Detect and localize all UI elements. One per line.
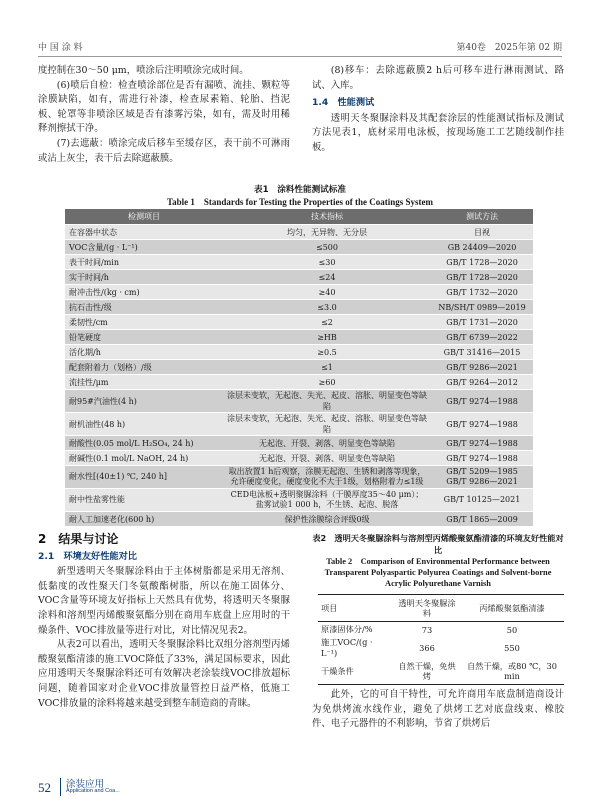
table-row [65,225,533,240]
method-cell: GB/T 31416—2015 [431,345,533,360]
page-number: 52 [38,780,51,795]
table-row [65,451,533,466]
spec-cell: ≤24 [223,270,431,285]
item-cell: 流挂性/μm [65,375,223,390]
method-cell: GB/T 10125—2021 [431,489,533,512]
spec-cell: 无起泡、开裂、剥落、明显变色等缺陷 [223,451,431,466]
method-cell: GB/T 1865—2009 [431,512,533,527]
item-cell: 耐水性[(40±1) ℃, 240 h] [65,466,223,489]
table-row [318,637,564,658]
spec-cell: 均匀，无异物、无分层 [223,225,431,240]
spec-cell: ≥60 [223,375,431,390]
item-cell: 干燥条件 [318,658,394,685]
table-row [65,436,533,451]
section-heading: 2 结果与讨论 [38,532,119,546]
item-cell: 耐冲击性/(kg · cm) [65,285,223,300]
table-row [65,255,533,270]
table-row [65,345,533,360]
table1 [65,209,533,527]
item-cell: 抗石击性/级 [65,300,223,315]
section-heading: 1.4 性能测试 [312,97,375,109]
polyurea-cell: 73 [421,624,433,635]
spec-cell: 保护性涂膜综合评级0级 [223,512,431,527]
table-header: 透明天冬聚脲涂料 [394,595,460,622]
spec-cell: ≤500 [223,240,431,255]
table1-caption [0,183,600,208]
table-row [65,285,533,300]
table-header: 项目 [318,595,394,622]
footer-journal: 涂装应用 [66,779,105,790]
table2 [318,594,564,685]
method-cell: GB/T 6739—2022 [431,330,533,345]
method-cell: GB/T 1732—2020 [431,285,533,300]
table-row [65,270,533,285]
method-cell: GB/T 9274—1988 [431,451,533,466]
paragraph: 从表2可以看出，透明天冬聚脲涂料比双组分溶剂型丙烯酸聚氨酯清漆的施工VOC降低了33%，满足国标要求，因此应用透明天冬聚脲涂料还可有效解决老涂装线VOC排放超标问题，随着国家对企业VOC排放量管控日益严格，低施工VOC排放量的涂料将越来越受到整车制造商的青睐。 [38,639,290,709]
spec-cell: ≤30 [223,255,431,270]
method-cell: NB/SH/T 0989—2019 [431,300,533,315]
item-cell: 耐酸性(0.05 mol/L H₂SO₄, 24 h) [65,436,223,451]
varnish-cell: 自然干燥，或80 ℃，30 min [460,658,564,685]
method-cell: GB/T 1731—2020 [431,315,533,330]
table2-caption-zh: 表2 透明天冬聚脲涂料与溶剂型丙烯酸聚氨酯清漆的环境友好性能对比 [312,533,564,555]
table-row [65,240,533,255]
table-row [318,658,564,685]
spec-cell: 涂层未变软，无起泡、失光、起皮、溶胀、明显变色等缺陷 [223,390,431,413]
table-row [65,360,533,375]
table-header: 测试方法 [431,209,533,225]
item-cell: 原漆固体分/% [321,624,373,634]
table-row [318,622,564,638]
method-cell: GB/T 9274—1988 [431,413,533,436]
spec-cell: 无起泡、开裂、剥落、明显变色等缺陷 [223,436,431,451]
item-cell: 耐机油性(48 h) [65,413,223,436]
footer-divider [60,778,61,796]
table-row [65,330,533,345]
spec-cell: 取出放置1 h后观察，涂膜无起泡、生锈和剥落等现象，允许硬度变化，硬度变化不大于1级，划格附着力≤1级 [223,466,431,489]
table-header: 检测项目 [65,209,223,225]
item-cell: 施工VOC/(g · L⁻¹) [321,637,373,658]
table-row [65,300,533,315]
footer-journal-en: Application and Coa... [66,788,120,794]
item-cell: VOC含量/(g · L⁻¹) [65,240,223,255]
right-top-text [312,64,564,156]
method-cell: GB/T 9274—1988 [431,390,533,413]
item-cell: 活化期/h [65,345,223,360]
spec-cell: 涂层未变软，无起泡、失光、起皮、溶胀、明显变色等缺陷 [223,413,431,436]
spec-cell: ≤1 [223,360,431,375]
table-header: 技术指标 [223,209,431,225]
varnish-cell: 50 [506,624,518,635]
item-cell: 表干时间/min [65,255,223,270]
paragraph: 新型透明天冬聚脲涂料由于主体树脂都是采用无溶剂、低黏度的改性聚天门冬氨酸酯树脂，所以在施工固体分、VOC含量等环境友好指标上天然具有优势，将透明天冬聚脲涂料和溶剂型丙烯酸聚氨酯分别在商用车底盘上应用时的干燥条件、VOC排放量等进行对比，对比情况见表2。 [38,566,290,636]
item-cell: 铅笔硬度 [65,330,223,345]
spec-cell: CED电泳板+透明聚脲涂料（干膜厚度35～40 μm）；盐雾试验1 000 h，不生锈、起泡、脱落 [223,489,431,512]
method-cell: GB/T 9286—2021 [431,360,533,375]
table-row [65,512,533,527]
method-cell: GB/T 1728—2020 [431,270,533,285]
item-cell: 配套附着力（划格）/级 [65,360,223,375]
item-cell: 耐人工加速老化(600 h) [65,512,223,527]
method-cell: GB 24409—2020 [431,240,533,255]
paragraph: 透明天冬聚脲涂料及其配套涂层的性能测试指标及测试方法见表1，底材采用电泳板，按现场施工工艺随线制作挂板。 [312,112,564,153]
item-cell: 在容器中状态 [65,225,223,240]
paragraph: 此外，它的可自干特性，可允许商用车底盘制造商设计为免烘烤流水线作业，避免了烘烤工艺对底盘线束、橡胶件、电子元器件的不利影响，节省了烘烤后 [312,689,564,730]
section2-text [38,528,290,711]
table-row [65,375,533,390]
item-cell: 耐中性盐雾性能 [65,489,223,512]
journal-name: 中 国 涂 料 [38,43,83,53]
method-cell: GB/T 5209—1985 GB/T 9286—2021 [431,466,533,489]
table-header: 丙烯酸聚氨酯清漆 [460,595,564,622]
table-row [65,489,533,512]
left-top-text [38,64,290,166]
varnish-cell: 550 [504,642,520,653]
method-cell: GB/T 9264—2012 [431,375,533,390]
method-cell: GB/T 1728—2020 [431,255,533,270]
table-row [65,413,533,436]
paragraph: 度控制在30～50 μm，喷涂后注明喷涂完成时间。 [38,65,249,76]
table2-caption [312,532,564,589]
item-cell: 耐碱性(0.1 mol/L NaOH, 24 h) [65,451,223,466]
method-cell: 目视 [431,225,533,240]
table-row [65,315,533,330]
page-header [38,38,562,57]
spec-cell: ≥40 [223,285,431,300]
method-cell: GB/T 9274—1988 [431,436,533,451]
paragraph: (6)喷后自检：检查喷涂部位是否有漏喷、流挂、颗粒等涂膜缺陷，如有，需进行补漆，检查尿素箱、轮胎、挡泥板、轮罩等非喷涂区域是否有漆雾污染，如有，需及时用稀释剂擦拭干净。 [38,79,290,135]
spec-cell: ≥HB [223,330,431,345]
item-cell: 耐95#汽油性(4 h) [65,390,223,413]
paragraph: (7)去遮蔽：喷涂完成后移车至缓存区，表干前不可淋雨或沾上灰尘，表干后去除遮蔽膜。 [38,137,290,164]
table1-caption-en: Table 1 Standards for Testing the Properties of the Coatings System [166,197,434,207]
issue-info: 第40卷 2025年第 02 期 [456,43,562,53]
spec-cell: ≥0.5 [223,345,431,360]
item-cell: 实干时间/h [65,270,223,285]
polyurea-cell: 自然干燥，免烘烤 [394,658,460,685]
table1-caption-zh: 表1 涂料性能测试标准 [254,185,346,195]
subsection-heading: 2.1 环境友好性能对比 [38,550,137,562]
paragraph: (8)移车：去除遮蔽膜2 h后可移车进行淋雨测试、路试、入库。 [312,65,564,91]
table-row [65,390,533,413]
right-bottom-text [312,688,564,732]
spec-cell: ≤2 [223,315,431,330]
spec-cell: ≤3.0 [223,300,431,315]
polyurea-cell: 366 [419,642,435,653]
table2-caption-en: Table 2 Comparison of Environmental Performance between Transparent Polyaspartic Polyurea Coatings and Solvent-borne Acrylic Polyurethane Varnish [324,557,552,588]
table-row [65,466,533,489]
item-cell: 柔韧性/cm [65,315,223,330]
